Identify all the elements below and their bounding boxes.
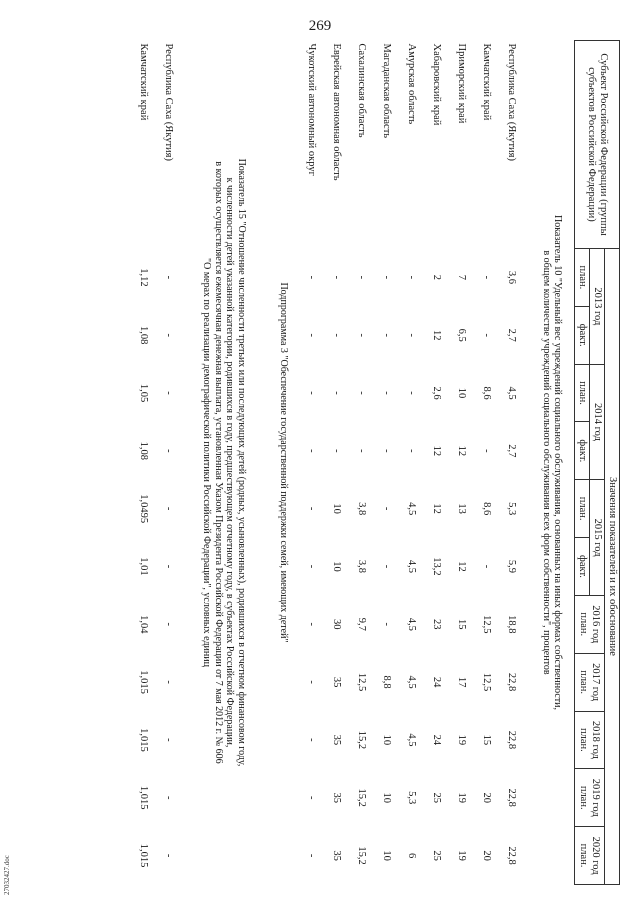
- value-cell: 10: [330, 503, 342, 514]
- region-name: Приморский край: [455, 43, 467, 124]
- region-name: Хабаровский край: [430, 43, 442, 126]
- value-cell: -: [305, 564, 317, 569]
- value-cell: 1,01: [137, 557, 149, 576]
- value-cell: -: [305, 738, 317, 742]
- value-cell: -: [380, 275, 392, 280]
- indicator-10-row: [530, 41, 575, 885]
- value-cell: 20: [480, 792, 492, 803]
- value-cell: 1,0495: [137, 494, 149, 524]
- region-name: Сахалинская область: [355, 43, 367, 138]
- value-cell: 12,5: [355, 672, 367, 692]
- value-cell: -: [380, 506, 392, 511]
- region-name: Чукотский автономный округ: [305, 43, 317, 176]
- document-code: 27032427.doc: [3, 855, 11, 895]
- value-cell: 8,8: [380, 675, 392, 689]
- value-cell: 1,08: [137, 326, 149, 345]
- value-cell: 24: [430, 734, 442, 746]
- plan-subheader: план.: [574, 249, 589, 307]
- value-cell: 25: [430, 792, 442, 803]
- value-cell: 10: [380, 734, 392, 746]
- value-cell: 19: [455, 734, 467, 746]
- value-cell: 1,04: [137, 615, 149, 634]
- table-row: [430, 41, 455, 885]
- value-cell: -: [162, 391, 174, 395]
- value-cell: 22,8: [505, 672, 517, 692]
- value-cell: 35: [330, 734, 342, 746]
- value-cell: 10: [455, 387, 467, 399]
- table-row: [305, 41, 330, 885]
- value-cell: 18,8: [505, 615, 517, 634]
- value-cell: -: [162, 853, 174, 858]
- value-cell: 1,05: [137, 383, 149, 403]
- region-name: Камчатский край: [480, 43, 492, 121]
- region-name: Республика Саха (Якутия): [162, 43, 174, 161]
- value-cell: 2,6: [430, 386, 442, 400]
- value-cell: 35: [330, 676, 342, 688]
- value-cell: -: [305, 622, 317, 627]
- indicator-15-line-4: "О мерах по реализации демографической политики Российской Федерации", условных единиц: [201, 258, 213, 667]
- value-cell: 35: [330, 792, 342, 803]
- value-cell: 3,8: [355, 559, 367, 574]
- value-cell: 12: [430, 329, 442, 341]
- value-cell: 22,8: [505, 846, 517, 865]
- value-cell: 1,015: [137, 785, 149, 810]
- table-row: [355, 41, 380, 885]
- value-cell: 4,5: [405, 617, 417, 631]
- subprogram-3-title: Подпрограмма 3 "Обеспечение государственной поддержки семей, имеющих детей": [277, 282, 289, 643]
- value-cell: -: [305, 506, 317, 511]
- value-cell: 6: [405, 852, 417, 859]
- region-name: Камчатский край: [137, 43, 149, 121]
- table-row: [455, 41, 480, 885]
- fact-subheader: факт.: [574, 538, 589, 596]
- value-cell: -: [162, 564, 174, 569]
- value-cell: -: [162, 795, 174, 800]
- indicator-15-line-3: в которых осуществляется ежемесячная денежная выплата, установленная Указом Президента Российской Федерации от 7 мая 2012 г. № 606: [212, 161, 224, 764]
- value-cell: -: [380, 449, 392, 453]
- value-cell: 15,2: [355, 788, 367, 807]
- value-cell: 22,8: [505, 730, 517, 750]
- fact-subheader: факт.: [574, 306, 589, 364]
- value-cell: -: [405, 449, 417, 453]
- value-cell: 20: [480, 850, 492, 861]
- value-cell: 12: [455, 561, 467, 572]
- value-cell: -: [355, 391, 367, 395]
- value-cell: 15: [455, 619, 467, 630]
- value-cell: 2,7: [505, 444, 517, 458]
- value-cell: 2,7: [505, 328, 517, 342]
- value-cell: 3,6: [505, 270, 517, 284]
- fact-subheader: факт.: [574, 422, 589, 480]
- value-cell: -: [355, 333, 367, 337]
- value-cell: 4,5: [405, 502, 417, 516]
- value-cell: -: [162, 449, 174, 453]
- value-cell: -: [380, 391, 392, 395]
- value-cell: -: [480, 333, 492, 337]
- indicator-15-row: [187, 41, 261, 885]
- value-cell: -: [305, 795, 317, 800]
- value-cell: 1,015: [137, 670, 149, 694]
- indicator-10-line-1: Показатель 10 "Удельный вес учреждений социального обслуживания, основанных на иных формах собственности,: [552, 214, 564, 711]
- value-cell: 1,015: [137, 843, 149, 868]
- value-cell: 8,6: [480, 386, 492, 400]
- value-cell: 5,3: [505, 502, 517, 516]
- region-name: Еврейская автономная область: [330, 43, 342, 181]
- year-2015-header: 2015 год: [589, 480, 604, 596]
- year-2018-header: 2018 год план.: [574, 711, 604, 769]
- value-cell: 7: [455, 274, 467, 281]
- page-number: 269: [308, 18, 332, 34]
- region-name: Магаданская область: [380, 43, 392, 139]
- value-cell: 15,2: [355, 846, 367, 865]
- value-cell: 3,8: [355, 502, 367, 516]
- rotated-table-page: [20, 40, 620, 885]
- value-cell: 13: [455, 503, 467, 514]
- value-cell: 12,5: [480, 672, 492, 692]
- year-2014-header: 2014 год: [589, 364, 604, 480]
- value-cell: 19: [455, 850, 467, 861]
- value-cell: -: [305, 853, 317, 858]
- value-cell: 22,8: [505, 788, 517, 807]
- table-row: [480, 41, 505, 885]
- value-cell: 4,5: [405, 559, 417, 574]
- value-cell: 15: [480, 734, 492, 746]
- value-cell: -: [355, 275, 367, 280]
- value-cell: 4,5: [405, 733, 417, 747]
- value-cell: 13,2: [430, 557, 442, 576]
- value-cell: -: [330, 275, 342, 280]
- region-name: Республика Саха (Якутия): [505, 43, 517, 161]
- value-cell: 19: [455, 792, 467, 803]
- indicator-10-line-2: в общем количестве учреждений социального обслуживания всех форм собственности", процентов: [540, 250, 552, 675]
- value-cell: -: [162, 738, 174, 742]
- value-cell: 35: [330, 850, 342, 861]
- value-cell: 10: [380, 850, 392, 861]
- value-cell: -: [380, 564, 392, 569]
- value-cell: 5,9: [505, 559, 517, 574]
- value-cell: -: [480, 275, 492, 280]
- plan-subheader: план.: [574, 480, 589, 538]
- indicator-15-line-2: к численности детей указанной категории, родившихся в году, предшествующем отчетному году, в субъектах Российской Федерации,: [224, 177, 236, 748]
- value-cell: 25: [430, 850, 442, 861]
- table-row: [380, 41, 405, 885]
- value-cell: 1,08: [137, 441, 149, 461]
- value-cell: -: [305, 391, 317, 395]
- indicator-10-title: [530, 41, 575, 885]
- table-row: [137, 41, 162, 885]
- value-cell: -: [330, 333, 342, 337]
- value-cell: -: [162, 275, 174, 280]
- value-cell: -: [355, 449, 367, 453]
- indicator-15-title: [187, 41, 261, 885]
- year-2016-header: 2016 год план.: [574, 595, 604, 653]
- year-2013-header: 2013 год: [589, 249, 604, 365]
- value-cell: -: [480, 564, 492, 569]
- value-cell: 10: [380, 792, 392, 803]
- value-cell: -: [305, 333, 317, 337]
- value-cell: 4,5: [505, 386, 517, 400]
- value-cell: -: [405, 391, 417, 395]
- table-body: [137, 41, 575, 885]
- value-cell: 15,2: [355, 730, 367, 750]
- value-cell: 23: [430, 619, 442, 630]
- value-cell: -: [405, 333, 417, 337]
- value-cell: -: [305, 275, 317, 280]
- table-row: [505, 41, 530, 885]
- value-cell: -: [305, 449, 317, 453]
- table-row: [162, 41, 187, 885]
- value-cell: 9,7: [355, 617, 367, 631]
- subject-column-header: Субъект Российской Федерации (группы субъектов Российской Федерации): [574, 41, 619, 249]
- value-cell: 12,5: [480, 615, 492, 634]
- value-cell: 2: [430, 274, 442, 281]
- value-cell: -: [405, 275, 417, 280]
- table-header: [574, 41, 619, 885]
- region-name: Амурская область: [405, 43, 417, 125]
- year-2020-header: 2020 год план.: [574, 827, 604, 885]
- value-cell: 8,6: [480, 502, 492, 516]
- plan-subheader: план.: [574, 364, 589, 422]
- year-2019-header: 2019 год план.: [574, 769, 604, 827]
- table-row: [330, 41, 355, 885]
- value-cell: 12: [455, 445, 467, 457]
- value-cell: -: [162, 680, 174, 684]
- value-cell: -: [162, 622, 174, 627]
- value-cell: 1,015: [137, 728, 149, 752]
- value-cell: -: [330, 449, 342, 453]
- value-cell: -: [480, 449, 492, 453]
- value-cell: 12: [430, 503, 442, 514]
- subprogram-3-row: [261, 41, 305, 885]
- values-group-header: Значения показателей и их обоснование: [604, 249, 619, 885]
- value-cell: 1,12: [137, 268, 149, 287]
- value-cell: -: [380, 622, 392, 627]
- value-cell: 5,3: [405, 791, 417, 805]
- value-cell: 10: [330, 561, 342, 572]
- value-cell: -: [330, 391, 342, 395]
- table-row: [405, 41, 430, 885]
- value-cell: -: [380, 333, 392, 337]
- value-cell: 30: [330, 619, 342, 630]
- value-cell: 12: [430, 445, 442, 457]
- value-cell: -: [162, 506, 174, 511]
- value-cell: 24: [430, 676, 442, 688]
- value-cell: 6,5: [455, 328, 467, 342]
- value-cell: 4,5: [405, 675, 417, 689]
- value-cell: -: [305, 680, 317, 684]
- value-cell: -: [162, 333, 174, 337]
- year-2017-header: 2017 год план.: [574, 653, 604, 711]
- value-cell: 17: [455, 676, 467, 688]
- indicator-15-line-1: Показатель 15 "Отношение численности третьих или последующих детей (родных, усыновленных), родившихся в отчетном финансовом году,: [235, 158, 247, 767]
- indicators-table: [137, 40, 620, 885]
